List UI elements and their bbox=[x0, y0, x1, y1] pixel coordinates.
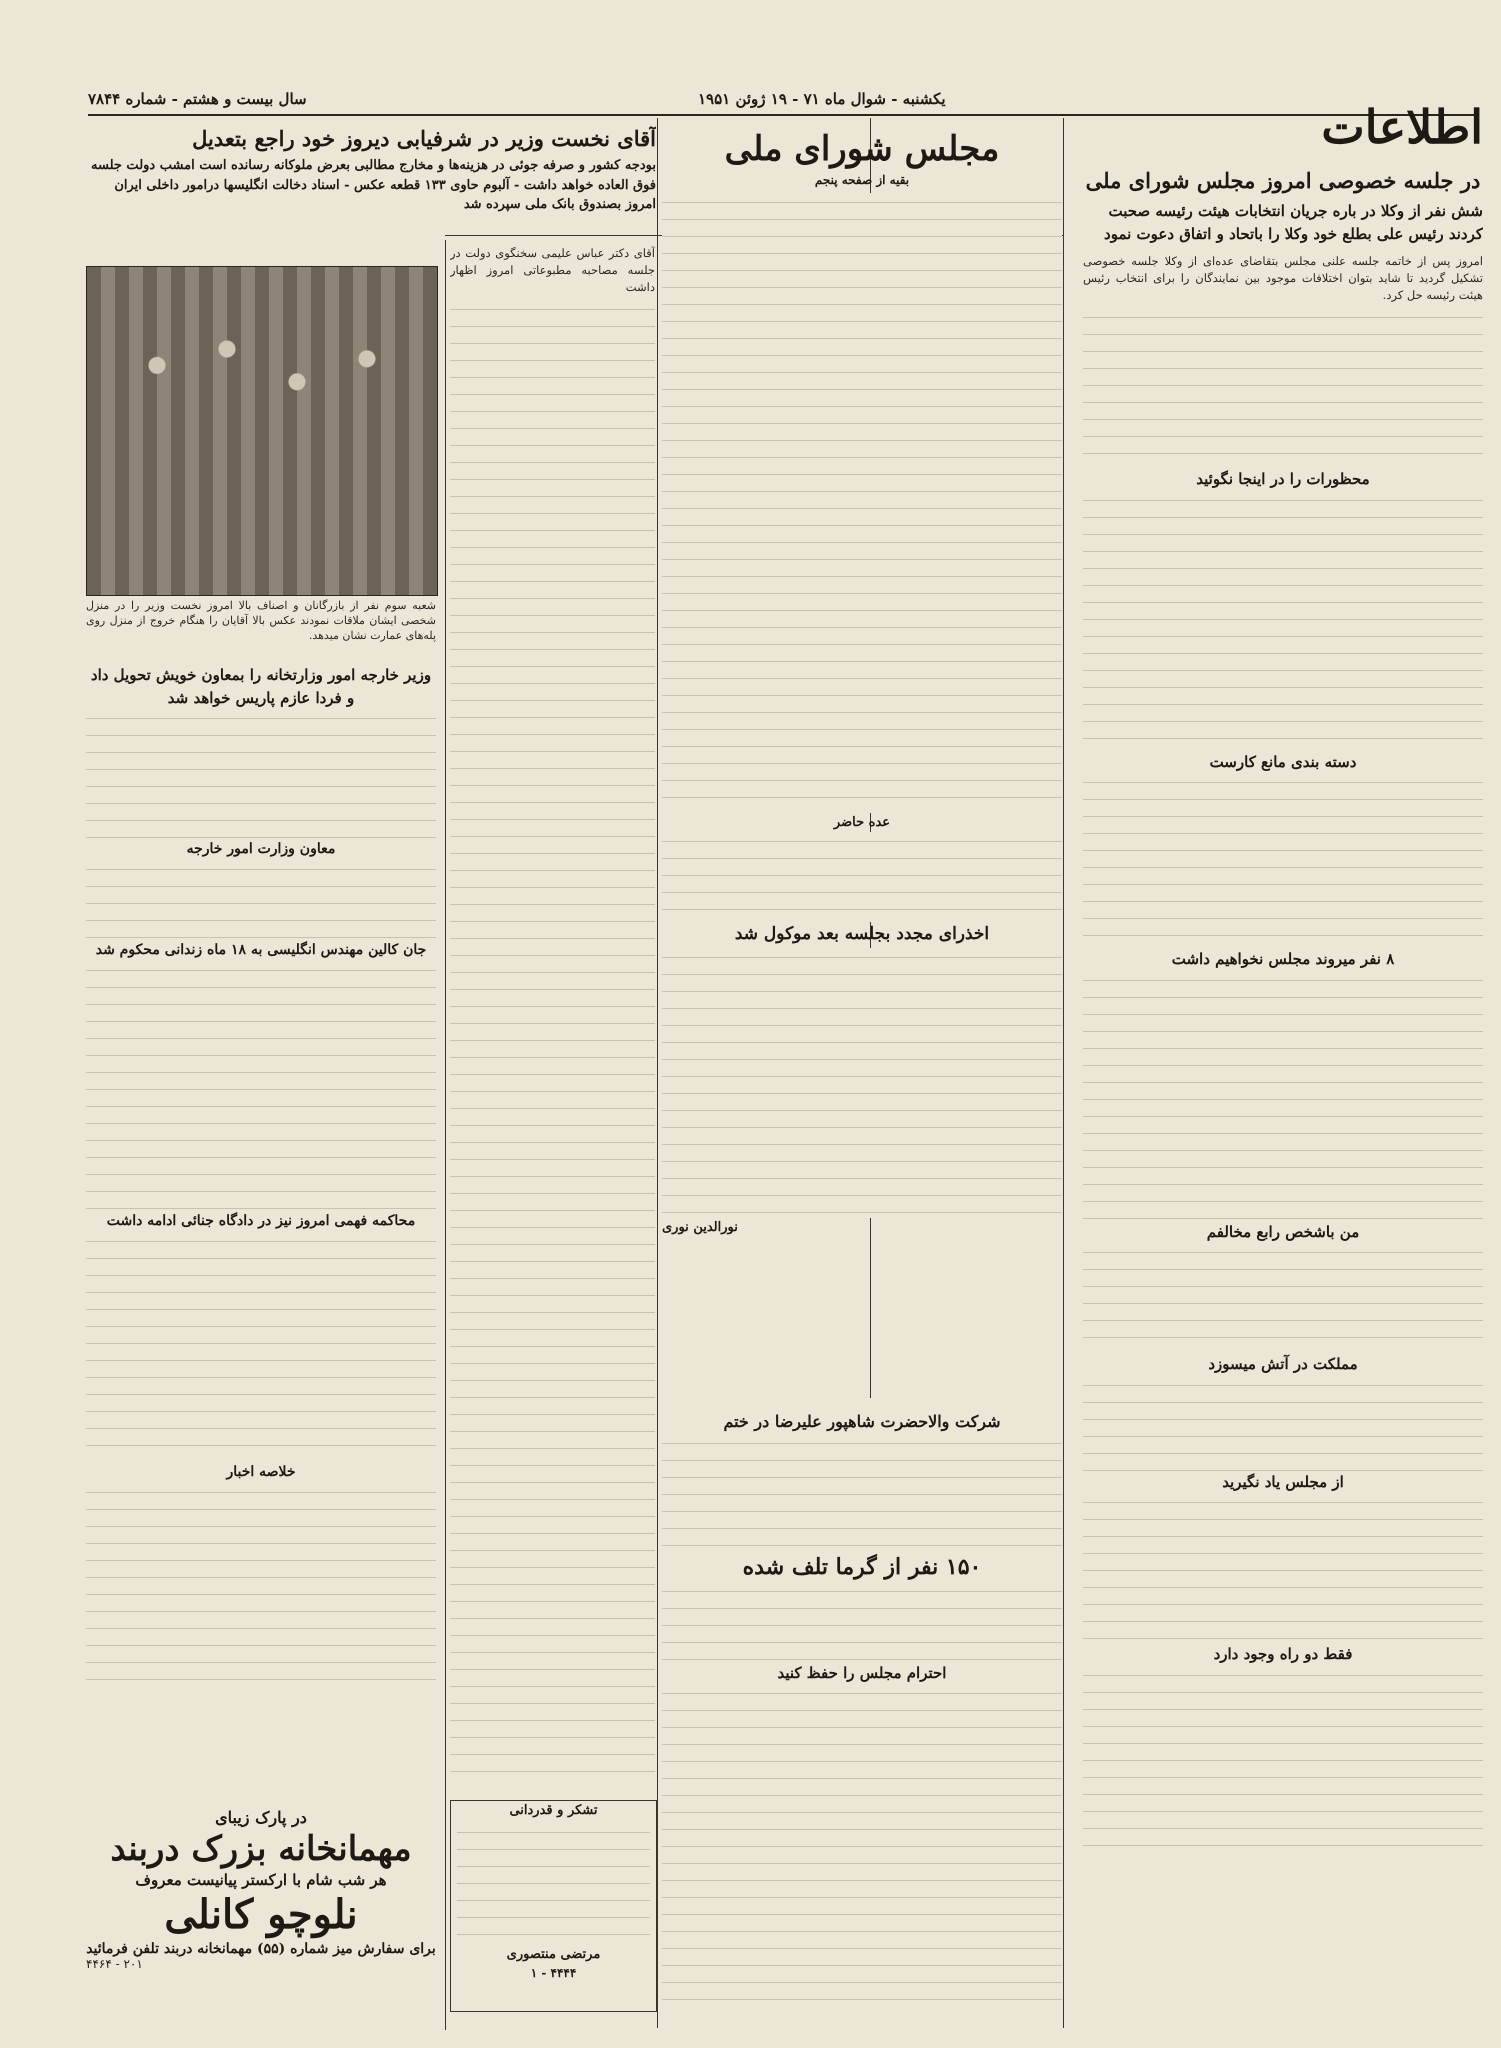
left-section-2: معاون وزارت امور خارجه bbox=[186, 841, 336, 857]
cabinet-body: آقای دکتر عباس علیمی سخنگوی دولت در جلسه مصاحبه مطبوعاتی امروز اظهار داشت bbox=[450, 246, 655, 294]
issue-line: سال بیست و هشتم - شماره ۷۸۴۴ bbox=[88, 90, 307, 108]
table-title: عده حاضر bbox=[833, 814, 891, 830]
majlis-subhead: بقیه از صفحه پنجم bbox=[814, 172, 910, 187]
photo-caption-box bbox=[86, 598, 436, 658]
text-lines bbox=[86, 1483, 436, 1683]
left-section-4: محاکمه فهمی امروز نیز در دادگاه جنائی ادامه داشت bbox=[106, 1213, 416, 1229]
text-lines bbox=[1083, 1493, 1483, 1643]
photo-caption: شعبه سوم نفر از بازرگانان و اصناف بالا امروز نخست وزیر را در منزل شخصی ایشان ملاقات نمودند عکس بالا آقایان را هنگام خروج از منزل روی پله‌های عمارت نشان میدهد. bbox=[86, 599, 436, 642]
masthead-logo: اطلاعات bbox=[1321, 100, 1483, 154]
right-section-6: از مجلس یاد نگیرید bbox=[1222, 1472, 1344, 1491]
text-lines bbox=[1083, 308, 1483, 468]
date-line: یکشنبه - شوال ماه ۷۱ - ۱۹ ژوئن ۱۹۵۱ bbox=[698, 90, 946, 108]
left-section-5: خلاصه اخبار bbox=[226, 1464, 296, 1480]
text-lines bbox=[1083, 1666, 1483, 1846]
left-section-1: وزیر خارجه امور وزارتخانه را بمعاون خویش تحویل داد و فردا عازم پاریس خواهد شد bbox=[90, 666, 432, 707]
bottom-headline-3: احترام مجلس را حفظ کنید bbox=[777, 1663, 947, 1682]
right-section-7: فقط دو راه وجود دارد bbox=[1213, 1645, 1353, 1664]
left-column bbox=[86, 664, 436, 1804]
top-story-headline: آقای نخست وزیر در شرفیابی دیروز خود راجع بتعدیل bbox=[192, 126, 656, 151]
notice-signature: مرتضی منتصوری bbox=[506, 1946, 601, 1962]
text-lines bbox=[450, 300, 655, 1780]
right-section-5: مملکت در آتش میسوزد bbox=[1208, 1355, 1358, 1374]
ad-hotel-name: مهمانخانه بزرک دربند bbox=[110, 1829, 412, 1869]
right-column bbox=[1083, 168, 1483, 2038]
text-lines bbox=[1083, 1376, 1483, 1471]
ad-line-1: در پارک زیبای bbox=[215, 1808, 307, 1827]
text-lines bbox=[86, 1232, 436, 1462]
text-lines bbox=[662, 1582, 1062, 1662]
majlis-column bbox=[662, 128, 1062, 1408]
notice-title: تشکر و قدردانی bbox=[509, 1803, 598, 1818]
vote-table bbox=[662, 832, 1062, 922]
right-headline: در جلسه خصوصی امروز مجلس شورای ملی bbox=[1085, 168, 1481, 193]
notice-code: ۴۴۴۴ - ۱ bbox=[530, 1966, 577, 1980]
text-lines bbox=[662, 1684, 1062, 2014]
ad-performer: نلوچو کانلی bbox=[164, 1891, 358, 1938]
text-lines bbox=[1083, 1243, 1483, 1353]
left-section-3: جان کالین مهندس انگلیسی به ۱۸ ماه زندانی محکوم شد bbox=[95, 942, 427, 958]
right-section-3: ۸ نفر میروند مجلس نخواهیم داشت bbox=[1171, 950, 1395, 969]
text-lines bbox=[1083, 971, 1483, 1221]
majlis-signature: نورالدین نوری bbox=[662, 1219, 738, 1235]
majlis-headline: مجلس شورای ملی bbox=[724, 129, 1000, 169]
text-lines bbox=[86, 860, 436, 940]
majlis-section-1: اخذرای مجدد بجلسه بعد موکول شد bbox=[734, 924, 990, 944]
ad-line-3: هر شب شام با ارکستر پیانیست معروف bbox=[135, 1871, 387, 1889]
right-subhead: شش نفر از وکلا در باره جریان انتخابات هیئت رئیسه صحبت کردند رئیس علی بطلع خود وکلا را باتحاد و اتفاق دعوت نمود bbox=[1104, 202, 1483, 243]
text-lines bbox=[1083, 491, 1483, 751]
text-lines bbox=[662, 193, 1062, 813]
column-rule bbox=[1063, 118, 1064, 2028]
column-rule bbox=[445, 240, 446, 2030]
ad-code: ۴۴۶۴ - ۲۰۱ bbox=[86, 1957, 143, 1971]
bottom-center bbox=[662, 1410, 1062, 2030]
text-lines bbox=[662, 1434, 1062, 1554]
text-lines bbox=[86, 709, 436, 839]
ad-reservation: برای سفارش میز شماره (۵۵) مهمانخانه دربند تلفن فرمائید bbox=[86, 1941, 436, 1957]
notice-box bbox=[450, 1800, 657, 2012]
hotel-advertisement bbox=[86, 1808, 436, 2008]
right-section-2: دسته بندی مانع کارست bbox=[1209, 752, 1357, 771]
text-lines bbox=[662, 948, 1062, 1218]
right-section-1: محظورات را در اینجا نگوئید bbox=[1196, 470, 1370, 489]
text-lines bbox=[457, 1823, 650, 1943]
top-story-subhead: بودجه کشور و صرفه جوئی در هزینه‌ها و مخارج مطالبی بعرض ملوکانه رسانده است امشب دولت جلسه فوق العاده خواهد داشت - آلبوم حاوی ۱۳۳ قطعه عکس - اسناد دخالت انگلیسها درامور داخلی ایران امروز بصندوق بانک ملی سپرده شد bbox=[91, 158, 656, 213]
bottom-headline-2: ۱۵۰ نفر از گرما تلف شده bbox=[742, 1554, 982, 1580]
text-lines bbox=[1083, 773, 1483, 948]
text-lines bbox=[86, 961, 436, 1211]
cabinet-column bbox=[450, 245, 655, 1785]
right-section-4: من باشخص رابع مخالفم bbox=[1206, 1222, 1360, 1241]
delegation-photo bbox=[86, 266, 438, 596]
bottom-headline-1: شرکت والاحضرت شاهپور علیرضا در ختم bbox=[723, 1412, 1001, 1431]
right-body: امروز پس از خاتمه جلسه علنی مجلس بتقاضای عده‌ای از وکلا جلسه خصوصی تشکیل گردید تا شاید بتوان اختلافات موجود بین نمایندگان را برای انتخاب رئیس هیئت رئیسه حل کرد. bbox=[1083, 254, 1483, 303]
column-rule bbox=[657, 118, 658, 2028]
